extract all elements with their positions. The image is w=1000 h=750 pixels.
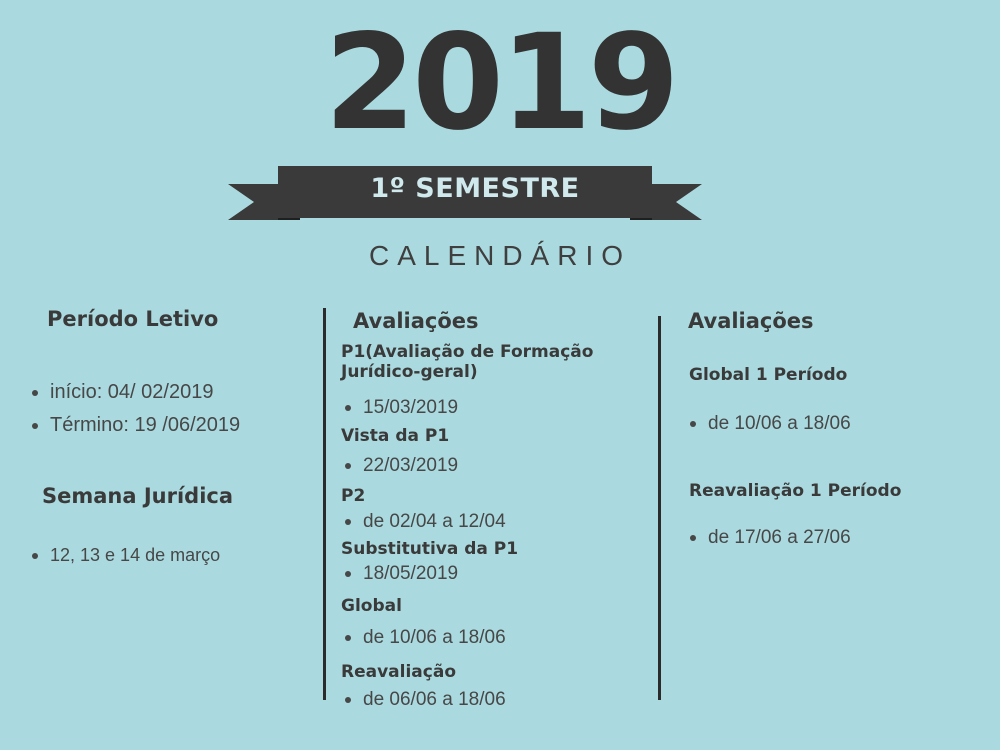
periodo-termino-item: [32, 412, 240, 438]
substitutiva-heading: Substitutiva da P1: [341, 539, 519, 559]
bullet-icon: [345, 463, 351, 469]
bullet-icon: [345, 519, 351, 525]
p2-date-item: [345, 510, 506, 534]
bullet-icon: [32, 553, 38, 559]
periodo-termino-text: Término: 19 /06/2019: [50, 414, 241, 436]
p2-heading: P2: [341, 486, 366, 506]
column-divider-right: [658, 316, 661, 700]
p1-heading-line1: P1(Avaliação de Formação: [341, 342, 594, 362]
semana-juridica-heading: Semana Jurídica: [42, 484, 234, 508]
vista-p1-heading: Vista da P1: [341, 426, 450, 446]
bullet-icon: [32, 390, 38, 396]
global-heading-middle: Global: [341, 596, 402, 616]
bullet-icon: [345, 697, 351, 703]
global-date-text-middle: de 10/06 a 18/06: [363, 627, 506, 648]
vista-date-text: 22/03/2019: [363, 455, 459, 476]
bullet-icon: [345, 635, 351, 641]
avaliacoes-heading-right: Avaliações: [688, 309, 814, 333]
calendar-subtitle: CALENDÁRIO: [368, 240, 632, 271]
periodo-letivo-heading: Período Letivo: [47, 307, 219, 331]
vista-date-item: [345, 454, 458, 478]
global-date-text-right: de 10/06 a 18/06: [708, 413, 851, 434]
bullet-icon: [32, 423, 38, 429]
bullet-icon: [345, 405, 351, 411]
periodo-inicio-text: início: 04/ 02/2019: [50, 381, 214, 403]
bullet-icon: [690, 421, 696, 427]
semana-juridica-item: [32, 544, 220, 566]
p1-date-item: [345, 396, 458, 420]
substitutiva-date-item: [345, 562, 458, 586]
bullet-icon: [345, 571, 351, 577]
column-divider-left: [323, 308, 326, 700]
global-date-item-right: [690, 412, 851, 436]
reavaliacao-date-item-middle: [345, 688, 506, 712]
avaliacoes-heading-middle: Avaliações: [353, 309, 479, 333]
reavaliacao-date-text-right: de 17/06 a 27/06: [708, 527, 851, 548]
global-heading-right: Global 1 Período: [689, 365, 848, 385]
periodo-inicio-item: [32, 379, 213, 405]
reavaliacao-heading-middle: Reavaliação: [341, 662, 456, 682]
p1-date-text: 15/03/2019: [363, 397, 459, 418]
semester-label: 1º SEMESTRE: [370, 173, 580, 204]
p2-date-text: de 02/04 a 12/04: [363, 511, 506, 532]
reavaliacao-heading-right: Reavaliação 1 Período: [689, 481, 902, 501]
substitutiva-date-text: 18/05/2019: [363, 563, 459, 584]
p1-heading-line2: Jurídico-geral): [341, 362, 478, 382]
reavaliacao-date-text-middle: de 06/06 a 18/06: [363, 689, 506, 710]
year-title: 2019: [324, 6, 676, 160]
reavaliacao-date-item-right: [690, 526, 851, 550]
global-date-item-middle: [345, 626, 506, 650]
bullet-icon: [690, 535, 696, 541]
semana-juridica-text: 12, 13 e 14 de março: [50, 545, 221, 565]
